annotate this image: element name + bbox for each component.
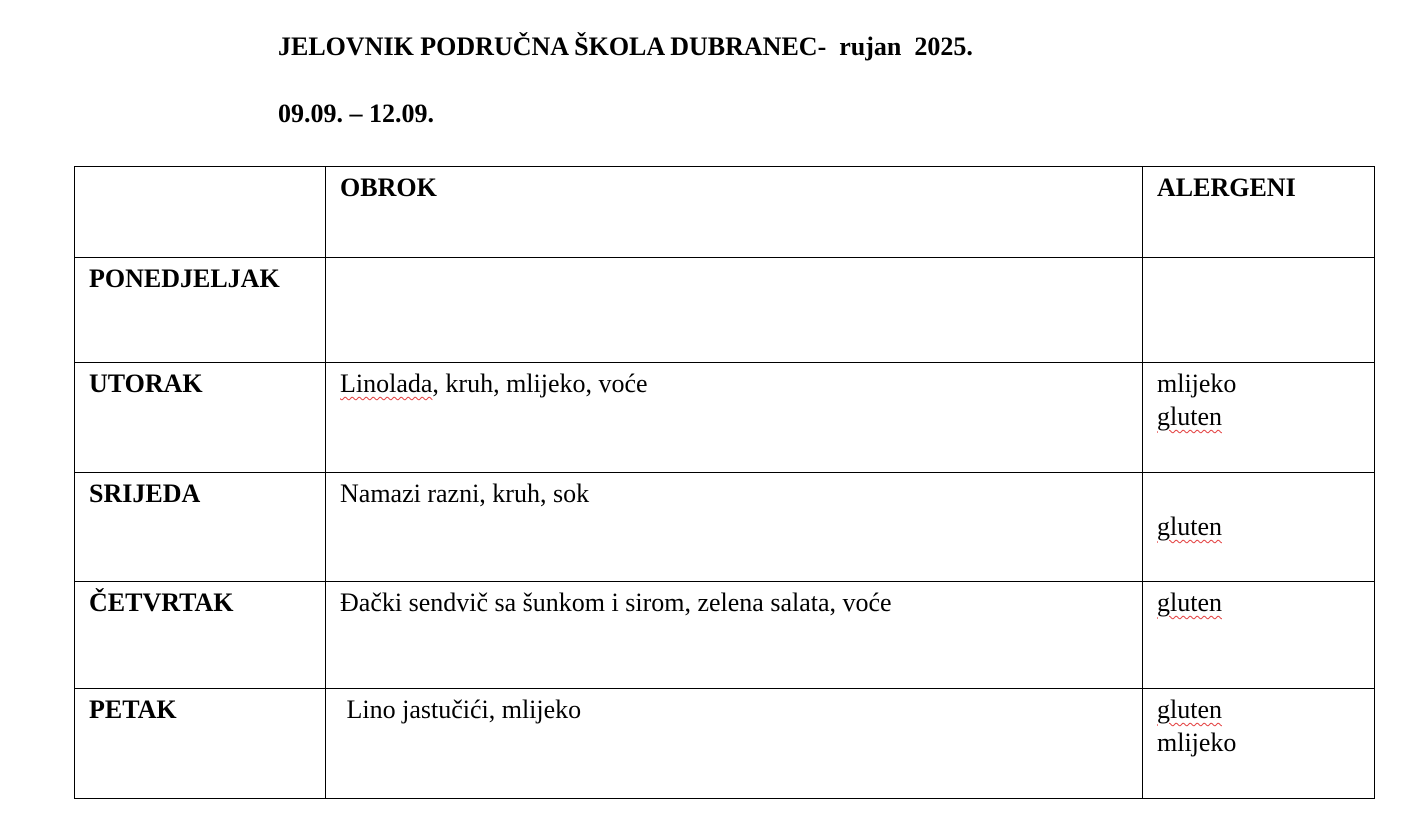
day-cell: ČETVRTAK [75, 582, 326, 689]
meal-cell [326, 258, 1143, 363]
header-day [75, 167, 326, 258]
allergen-item: gluten [1157, 402, 1222, 431]
meal-text-flagged: Linolada [340, 369, 433, 398]
allergen-item: gluten [1157, 588, 1222, 617]
header-row [75, 167, 1375, 258]
day-cell: UTORAK [75, 363, 326, 473]
table-row [75, 582, 1375, 689]
meal-cell: Namazi razni, kruh, sok [326, 473, 1143, 582]
meal-cell [326, 363, 1143, 473]
day-cell: SRIJEDA [75, 473, 326, 582]
allergen-item: gluten [1157, 512, 1222, 541]
header-meal: OBROK [326, 167, 1143, 258]
day-cell: PONEDJELJAK [75, 258, 326, 363]
meal-text: , kruh, mlijeko, voće [432, 369, 648, 398]
allergens-cell [1143, 473, 1375, 582]
allergens-cell [1143, 363, 1375, 473]
table-row [75, 258, 1375, 363]
table-row [75, 363, 1375, 473]
header-allergens: ALERGENI [1143, 167, 1375, 258]
allergen-item: gluten [1157, 695, 1222, 724]
allergen-item [1157, 477, 1360, 510]
table-row [75, 473, 1375, 582]
date-range: 09.09. – 12.09. [278, 99, 434, 128]
table-row [75, 689, 1375, 799]
day-cell: PETAK [75, 689, 326, 799]
allergens-cell [1143, 582, 1375, 689]
allergens-cell [1143, 258, 1375, 363]
allergens-cell [1143, 689, 1375, 799]
allergen-item: mlijeko [1157, 369, 1237, 398]
allergen-item: mlijeko [1157, 728, 1237, 757]
page-title: JELOVNIK PODRUČNA ŠKOLA DUBRANEC- rujan 2025. [278, 32, 973, 61]
meal-cell: Lino jastučići, mlijeko [326, 689, 1143, 799]
menu-table [74, 166, 1375, 799]
meal-cell: Đački sendvič sa šunkom i sirom, zelena salata, voće [326, 582, 1143, 689]
